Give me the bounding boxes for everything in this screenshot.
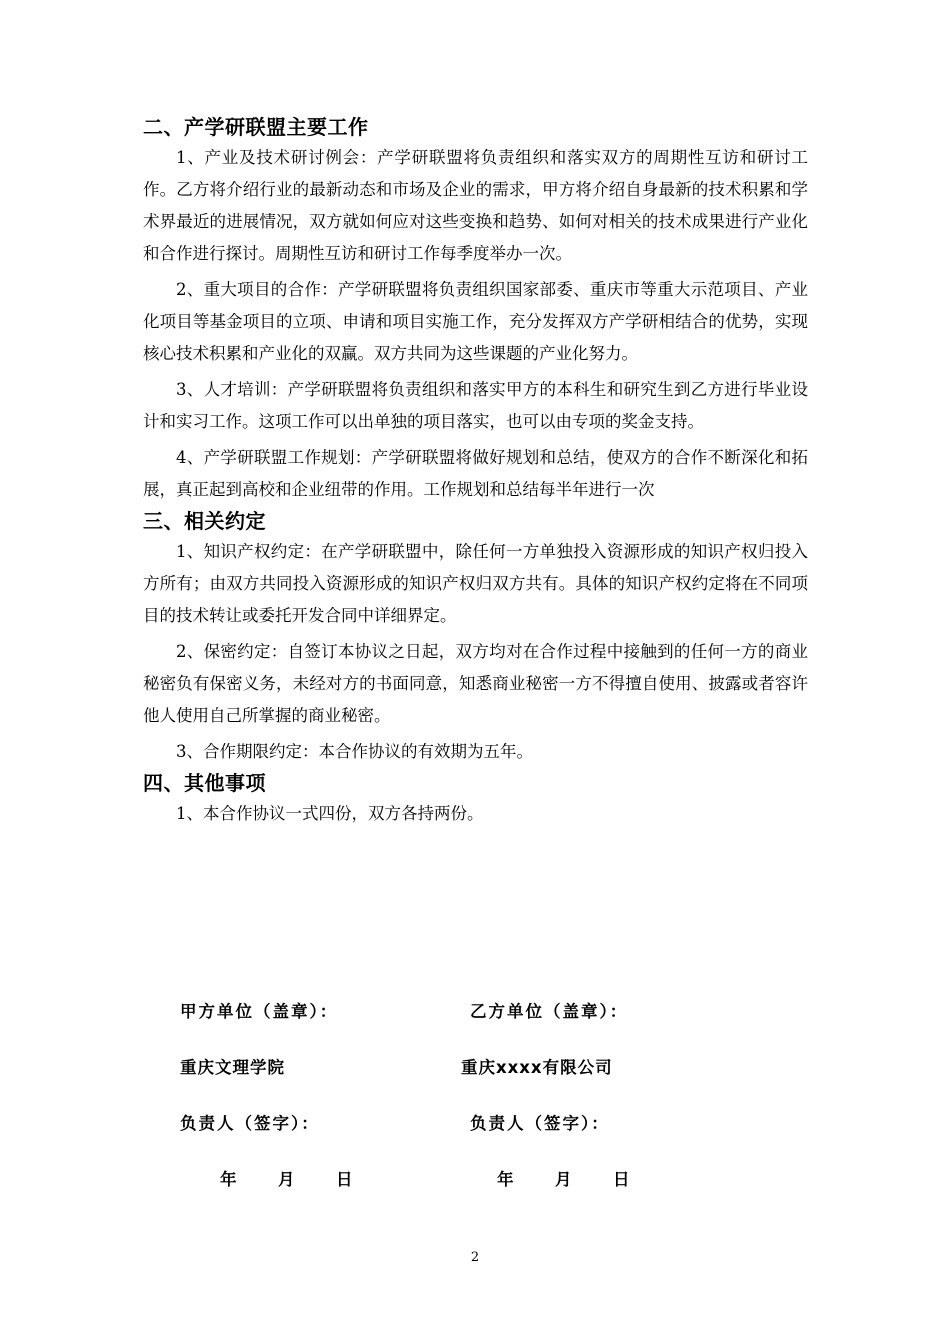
party-b-date-year: 年 bbox=[497, 1170, 514, 1189]
party-b-seal-label: 乙方单位（盖章）： bbox=[470, 1002, 629, 1021]
party-b-representative-label: 负责人（签字）： bbox=[470, 1114, 610, 1133]
paragraph-copies: 1、本合作协议一式四份，双方各持两份。 bbox=[176, 804, 484, 823]
section-heading-other-matters: 四、其他事项 bbox=[143, 771, 266, 795]
section-heading-main-work: 二、产学研联盟主要工作 bbox=[143, 115, 369, 139]
document-body bbox=[143, 112, 808, 830]
paragraph-ip-agreement: 1、知识产权约定：在产学研联盟中，除任何一方单独投入资源形成的知识产权归投入方所有；由双方共同投入资源形成的知识产权归双方共有。具体的知识产权约定将在不同项目的技术转让或委托开发合同中详细界定。 bbox=[143, 542, 808, 625]
party-a-name: 重庆文理学院 bbox=[180, 1058, 285, 1077]
party-a-date-day: 日 bbox=[336, 1170, 353, 1189]
paragraph-talent-training: 3、人才培训：产学研联盟将负责组织和落实甲方的本科生和研究生到乙方进行毕业设计和实习工作。这项工作可以出单独的项目落实，也可以由专项的奖金支持。 bbox=[143, 380, 808, 431]
signature-row-representatives bbox=[180, 1110, 740, 1140]
party-b-date-month: 月 bbox=[555, 1170, 572, 1189]
signature-block bbox=[180, 993, 740, 1213]
signature-row-dates bbox=[180, 1166, 740, 1196]
party-b-date-day: 日 bbox=[613, 1170, 630, 1189]
paragraph-confidentiality: 2、保密约定：自签订本协议之日起，双方均对在合作过程中接触到的任何一方的商业秘密负有保密义务，未经对方的书面同意，知悉商业秘密一方不得擅自使用、披露或者容许他人使用自己所掌握的商业秘密。 bbox=[143, 642, 808, 725]
paragraph-major-projects: 2、重大项目的合作：产学研联盟将负责组织国家部委、重庆市等重大示范项目、产业化项目等基金项目的立项、申请和项目实施工作，充分发挥双方产学研相结合的优势，实现核心技术积累和产业化的双赢。双方共同为这些课题的产业化努力。 bbox=[143, 280, 808, 363]
party-a-date-year: 年 bbox=[220, 1170, 237, 1189]
party-a-date-month: 月 bbox=[278, 1170, 295, 1189]
paragraph-seminar: 1、产业及技术研讨例会：产学研联盟将负责组织和落实双方的周期性互访和研讨工作。乙方将介绍行业的最新动态和市场及企业的需求，甲方将介绍自身最新的技术积累和学术界最近的进展情况，双方就如何应对这些变换和趋势、如何对相关的技术成果进行产业化和合作进行探讨。周期性互访和研讨工作每季度举办一次。 bbox=[143, 148, 808, 263]
paragraph-work-plan: 4、产学研联盟工作规划：产学研联盟将做好规划和总结，使双方的合作不断深化和拓展，真正起到高校和企业纽带的作用。工作规划和总结每半年进行一次 bbox=[143, 448, 808, 499]
signature-row-units bbox=[180, 998, 740, 1028]
party-a-representative-label: 负责人（签字）： bbox=[180, 1114, 320, 1133]
section-heading-agreements: 三、相关约定 bbox=[143, 509, 266, 533]
page-number: 2 bbox=[470, 1250, 480, 1265]
signature-row-names bbox=[180, 1054, 740, 1084]
party-b-name: 重庆xxxx有限公司 bbox=[461, 1058, 613, 1077]
paragraph-term: 3、合作期限约定：本合作协议的有效期为五年。 bbox=[176, 742, 533, 761]
party-a-seal-label: 甲方单位（盖章）： bbox=[180, 1002, 339, 1021]
